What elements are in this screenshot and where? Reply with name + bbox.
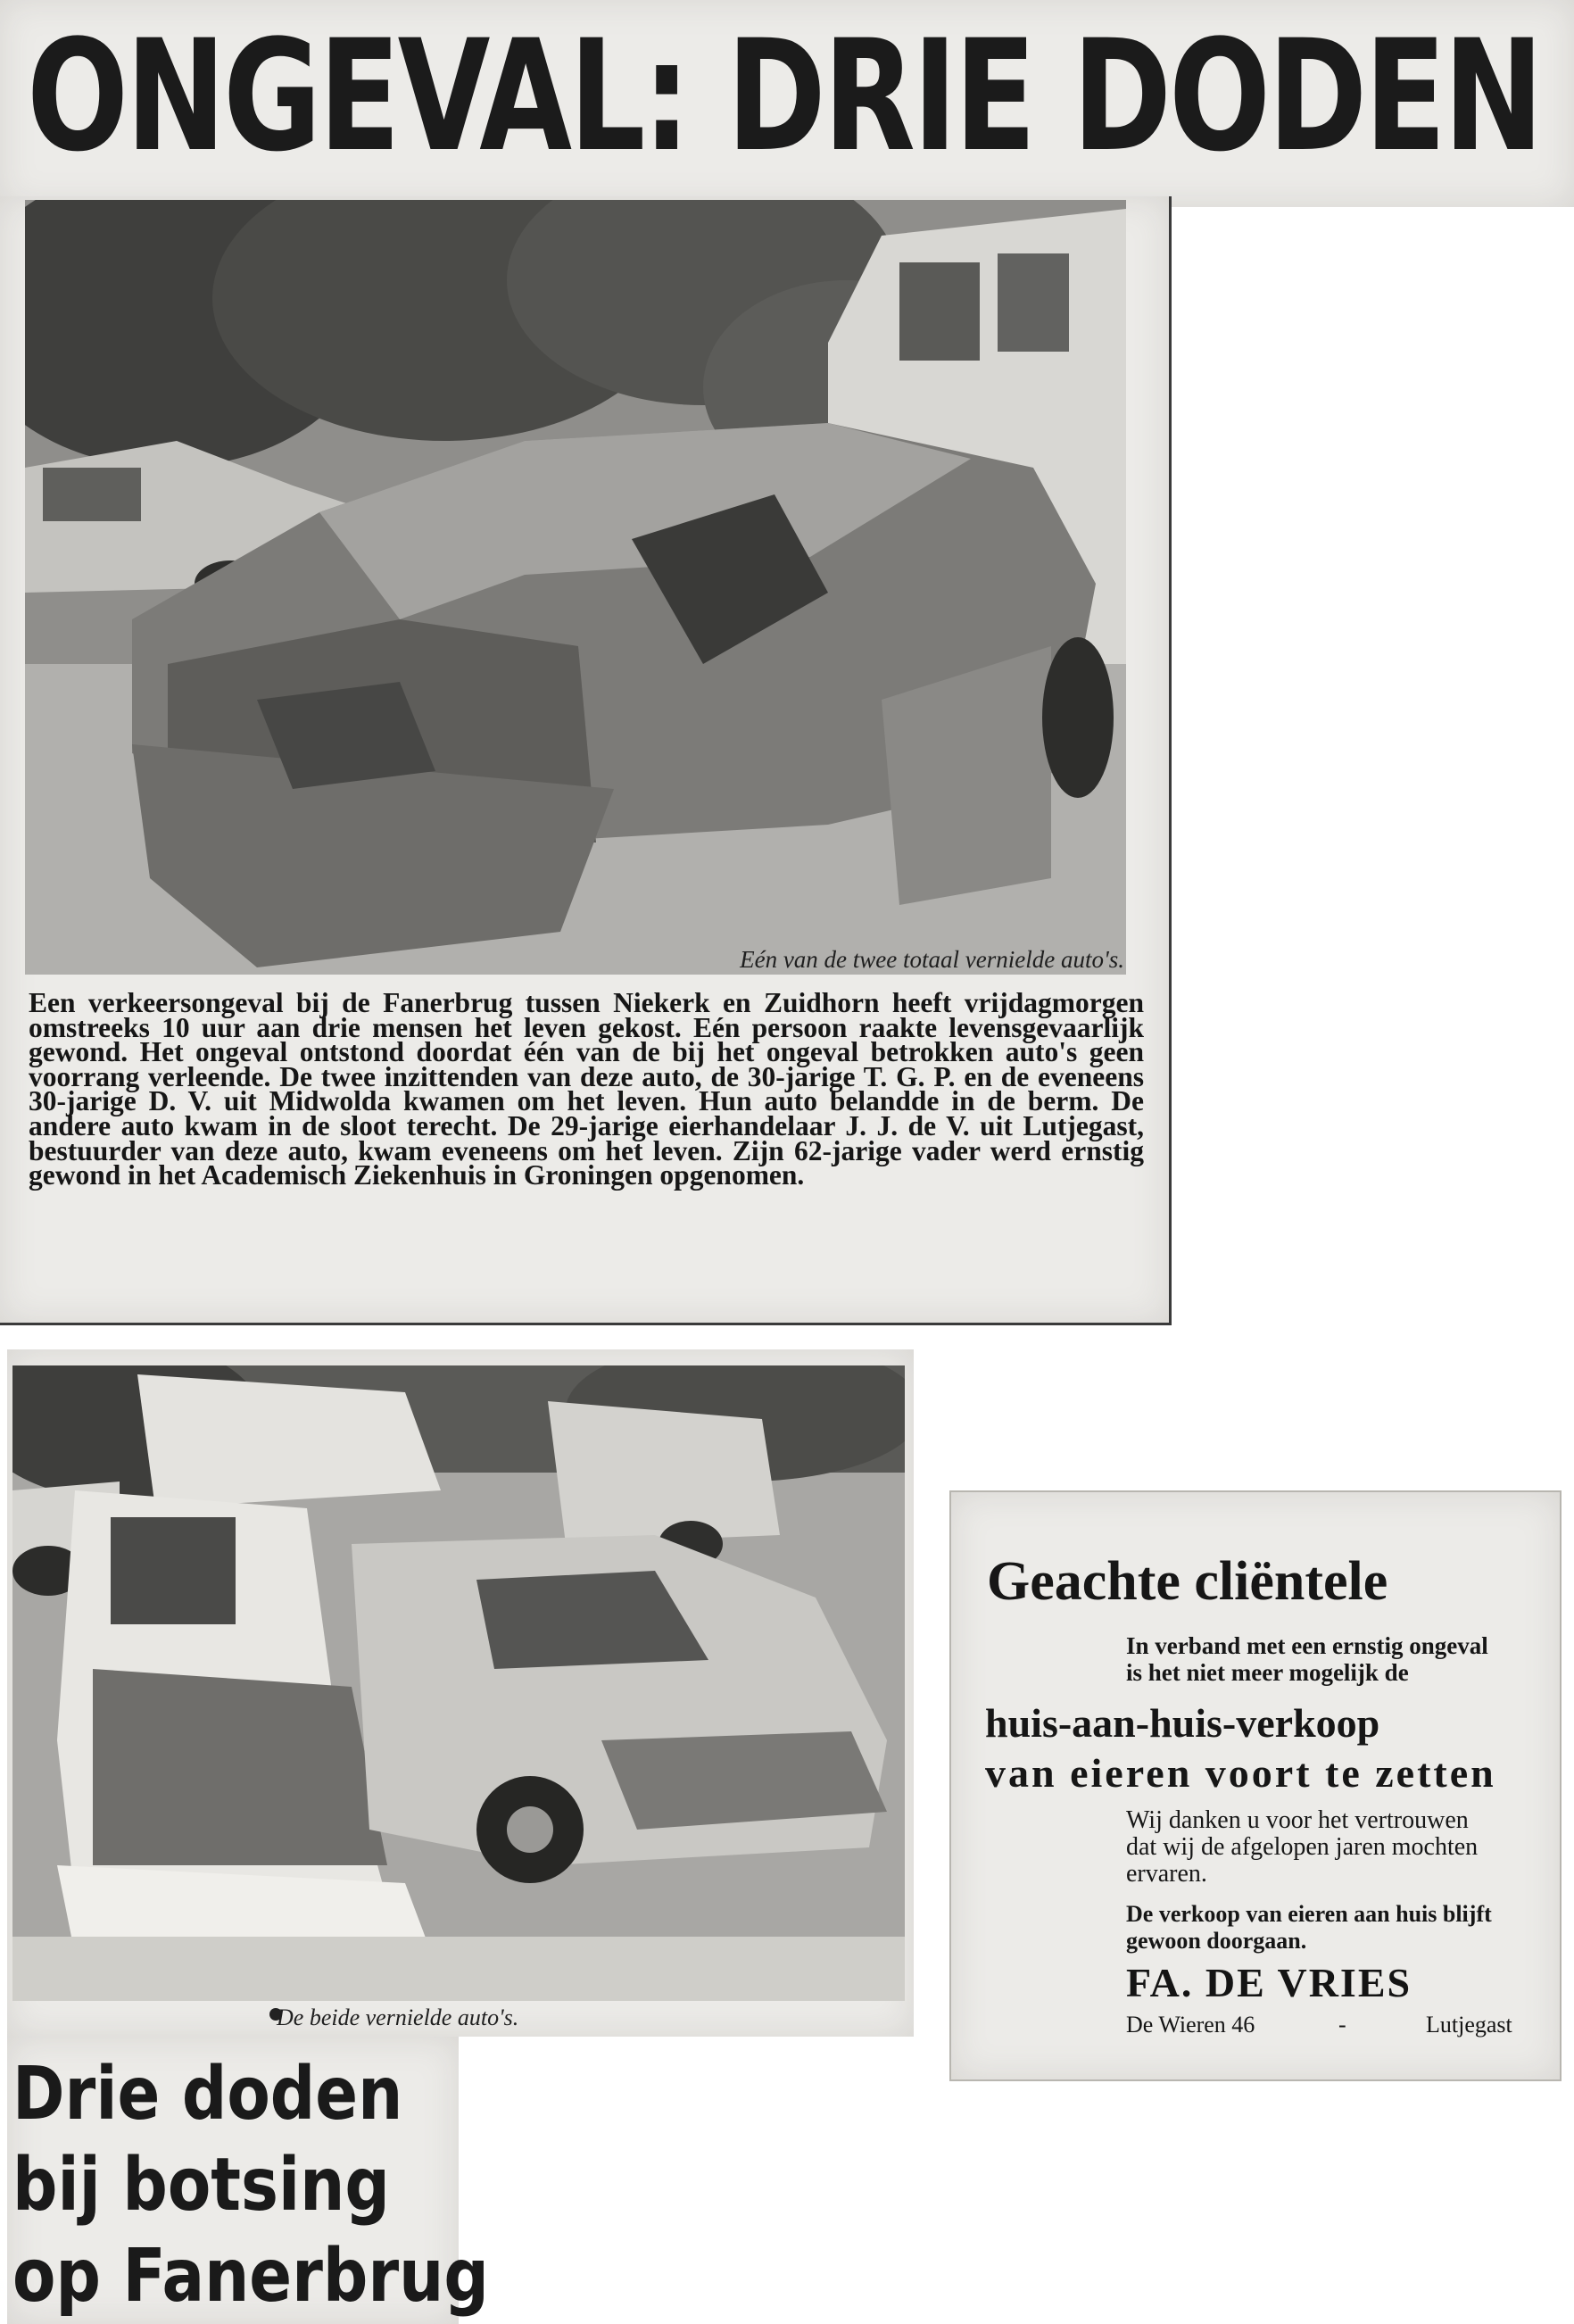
- ad-thanks-line: ervaren.: [1126, 1860, 1207, 1888]
- headline2-line: op Fanerbrug: [12, 2234, 489, 2319]
- ad-town: Lutjegast: [1426, 2012, 1512, 2038]
- wrecked-car-photo: [25, 200, 1126, 975]
- photo2-caption: De beide vernielde auto's.: [277, 2004, 519, 2030]
- secondary-headline: [12, 2049, 489, 2322]
- ad-separator: -: [1338, 2012, 1346, 2038]
- ad-address: [1126, 2012, 1537, 2038]
- ad-emphasis-line: van eieren voort te zetten: [985, 1750, 1496, 1796]
- ad-thanks-line: Wij danken u voor het vertrouwen: [1126, 1806, 1469, 1834]
- photo-caption: Eén van de twee totaal vernielde auto's.: [740, 946, 1124, 973]
- ad-note-line: gewoon doorgaan.: [1126, 1928, 1307, 1954]
- ad-title: Geachte cliëntele: [987, 1551, 1388, 1612]
- ad-intro-line: In verband met een ernstig ongeval: [1126, 1632, 1488, 1659]
- headline2-line: Drie doden: [12, 2052, 403, 2137]
- both-cars-photo: [12, 1365, 905, 2001]
- ad-thanks-line: dat wij de afgelopen jaren mochten: [1126, 1833, 1479, 1861]
- article-body: Een verkeersongeval bij de Fanerbrug tussen Niekerk en Zuidhorn heeft vrijdagmorgen omstreeks 10 uur aan drie mensen het leven gekost. Eén persoon raakte levensgevaarlijk gewond. Het ongeval ontstond doordat één van de bij het ongeval betrokken auto's geen voorrang verleende. De twee inzittenden van deze auto, de 30-jarige T. G. P. en de eveneens 30-jarige D. V. uit Midwolda kwamen om het leven. Hun auto belandde in de berm. De andere auto kwam in de sloot terecht. De 29-jarige eierhandelaar J. J. de V. uit Lutjegast, bestuurder van deze auto, kwam eveneens om het leven. Zijn 62-jarige vader werd ernstig gewond in het Academisch Ziekenhuis in Groningen opgenomen.: [29, 987, 1144, 1191]
- ad-note-line: De verkoop van eieren aan huis blijft: [1126, 1901, 1492, 1927]
- ad-firm-name: FA. DE VRIES: [1126, 1960, 1412, 2005]
- ad-emphasis-line: huis-aan-huis-verkoop: [985, 1700, 1380, 1746]
- headline2-line: bij botsing: [12, 2143, 390, 2228]
- main-headline: ONGEVAL: DRIE DODEN: [27, 6, 1541, 186]
- ad-intro-line: is het niet meer mogelijk de: [1126, 1659, 1409, 1686]
- ad-street: De Wieren 46: [1126, 2012, 1255, 2038]
